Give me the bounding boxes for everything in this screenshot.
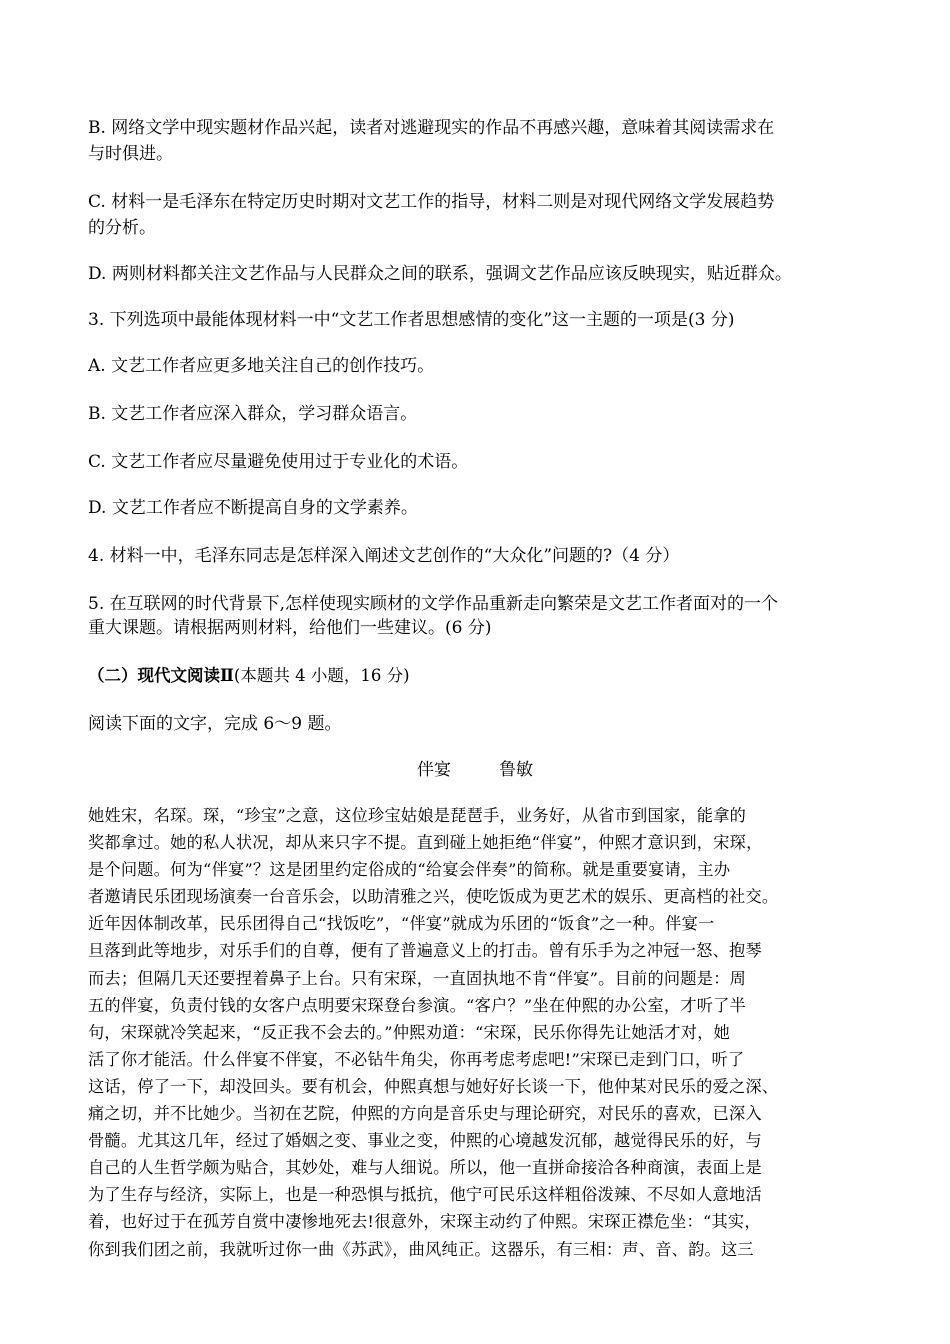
q3-option-d: D. 文艺工作者应不断提高自身的文学素养。 bbox=[88, 498, 418, 518]
q2-option-c-line1: C. 材料一是毛泽东在特定历史时期对文艺工作的指导，材料二则是对现代网络文学发展趋势 bbox=[88, 192, 775, 212]
q4-stem: 4. 材料一中，毛泽东同志是怎样深入阐述文艺创作的“大众化”问题的?（4 分） bbox=[88, 546, 680, 566]
story-line: 者邀请民乐团现场演奏一台音乐会，以助清雅之兴，使吃饭成为更艺术的娱乐、更高档的社交。 bbox=[88, 887, 779, 907]
q2-option-b-line2: 与时俱进。 bbox=[88, 144, 173, 164]
q5-stem-line2: 重大课题。请根据两则材料，给他们一些建议。(6 分) bbox=[88, 618, 492, 638]
story-line: 为了生存与经济，实际上，也是一种恐惧与抵抗，他宁可民乐这样粗俗泼辣、不尽如人意地活 bbox=[88, 1185, 762, 1205]
story-title: 伴宴 bbox=[417, 760, 451, 780]
story-line: 这话，停了一下，却没回头。要有机会，仲熙真想与她好好长谈一下，他仲某对民乐的爱之深、 bbox=[88, 1076, 779, 1096]
story-line: 骨髓。尤其这几年，经过了婚姻之变、事业之变，仲熙的心境越发沉郁，越觉得民乐的好，与 bbox=[88, 1131, 762, 1151]
q3-option-a: A. 文艺工作者应更多地关注自己的创作技巧。 bbox=[88, 356, 435, 376]
story-line: 是个问题。何为“伴宴”？这是团里约定俗成的“给宴会伴奏”的简称。就是重要宴请，主办 bbox=[88, 860, 731, 880]
q3-stem: 3. 下列选项中最能体现材料一中“文艺工作者思想感情的变化”这一主题的一项是(3 分) bbox=[88, 310, 735, 330]
story-author: 鲁敏 bbox=[499, 760, 533, 780]
section-heading-label: （二）现代文阅读Ⅱ bbox=[88, 666, 234, 685]
q2-option-c-line2: 的分析。 bbox=[88, 218, 156, 238]
q3-option-b: B. 文艺工作者应深入群众，学习群众语言。 bbox=[88, 404, 418, 424]
q2-option-d: D. 两则材料都关注文艺作品与人民群众之间的联系，强调文艺作品应该反映现实，贴近群众。 bbox=[88, 264, 792, 284]
story-line: 你到我们团之前，我就听过你一曲《苏武》，曲风纯正。这器乐，有三相：声、音、韵。这三 bbox=[88, 1239, 754, 1259]
story-title-row bbox=[0, 756, 950, 784]
story-line: 自己的人生哲学颇为贴合，其妙处，难与人细说。所以，他一直拼命接洽各种商演，表面上是 bbox=[88, 1158, 762, 1178]
story-line: 她姓宋，名琛。琛，“珍宝”之意，这位珍宝姑娘是琵琶手，业务好，从省市到国家，能拿的 bbox=[88, 806, 747, 825]
q5-stem-line1: 5. 在互联网的时代背景下,怎样使现实顾材的文学作品重新走向繁荣是文艺工作者面对的一个 bbox=[88, 594, 779, 614]
story-line: 奖都拿过。她的私人状况，却从来只字不提。直到碰上她拒绝“伴宴”，仲熙才意识到，宋琛， bbox=[88, 833, 763, 853]
q3-option-c: C. 文艺工作者应尽量避免使用过于专业化的术语。 bbox=[88, 452, 469, 472]
story-line: 痛之切，并不比她少。当初在艺院，仲熙的方向是音乐史与理论研究，对民乐的喜欢，已深入 bbox=[88, 1104, 762, 1124]
q2-option-b-line1: B. 网络文学中现实题材作品兴起，读者对逃避现实的作品不再感兴趣，意味着其阅读需求在 bbox=[88, 118, 775, 138]
story-body bbox=[88, 802, 868, 1263]
reading-instruction: 阅读下面的文字，完成 6～9 题。 bbox=[88, 714, 342, 734]
story-line: 而去；但隔几天还要捏着鼻子上台。只有宋琛，一直固执地不肯“伴宴”。目前的问题是：周 bbox=[88, 968, 747, 988]
section-heading-detail: (本题共 4 小题，16 分) bbox=[233, 666, 410, 685]
story-line: 句，宋琛就冷笑起来，“反正我不会去的。”仲熙劝道：“宋琛，民乐你得先让她活才对，她 bbox=[88, 1022, 731, 1042]
story-line: 着，也好过于在孤芳自赏中凄惨地死去!很意外，宋琛主动约了仲熙。宋琛正襟危坐：“其实， bbox=[88, 1212, 761, 1232]
story-line: 五的伴宴，负责付钱的女客户点明要宋琛登台参演。“客户？”坐在仲熙的办公室，才听了半 bbox=[88, 995, 747, 1015]
story-line: 活了你才能活。什么伴宴不伴宴，不必钻牛角尖，你再考虑考虑吧!”宋琛已走到门口，听了 bbox=[88, 1049, 745, 1069]
story-line: 旦落到此等地步，对乐手们的自尊，便有了普遍意义上的打击。曾有乐手为之冲冠一怒、抱琴 bbox=[88, 941, 762, 961]
section-heading bbox=[88, 662, 410, 690]
story-line: 近年因体制改革，民乐团得自己“找饭吃”，“伴宴”就成为乐团的“饭食”之一种。伴宴一 bbox=[88, 914, 715, 934]
